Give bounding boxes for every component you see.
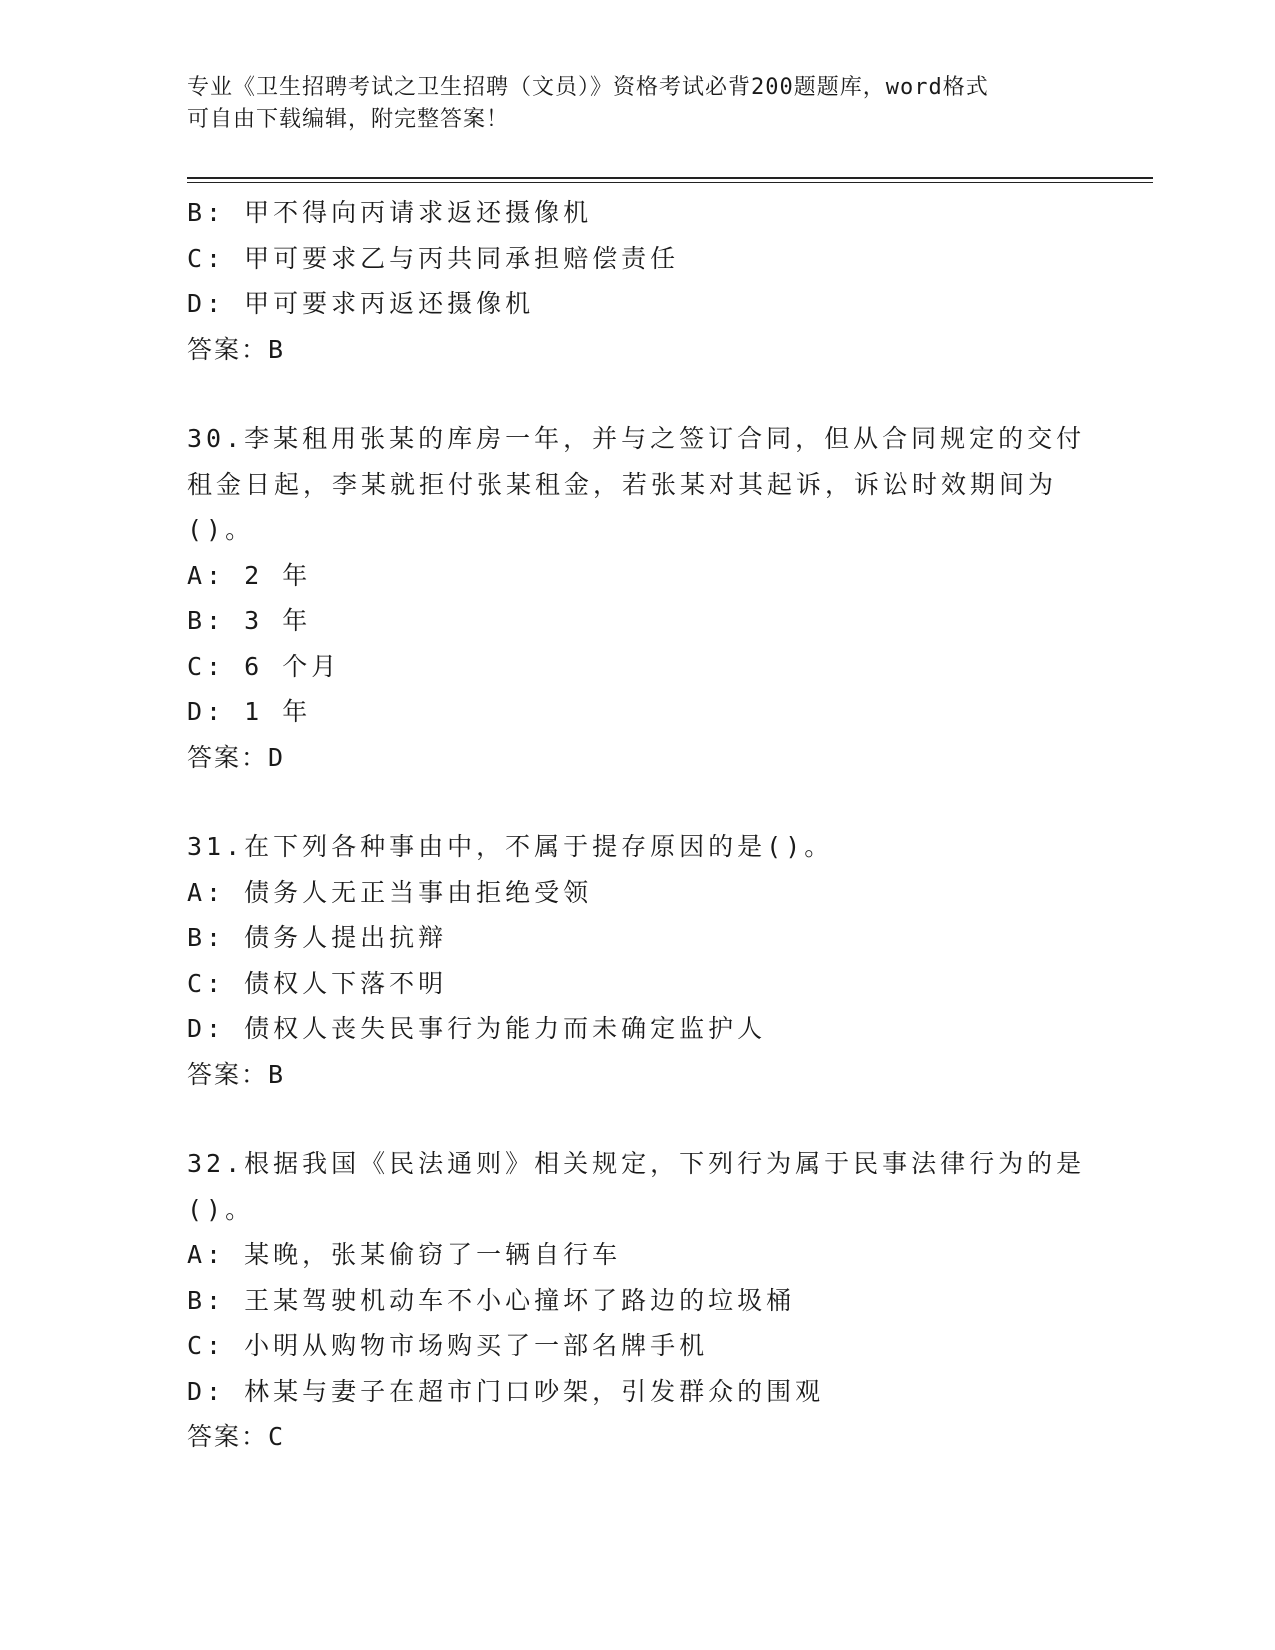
option-b: B: 王某驾驶机动车不小心撞坏了路边的垃圾桶 (187, 1285, 796, 1315)
question-stem-line: ()。 (187, 1194, 255, 1224)
option-c: C: 6 个月 (187, 651, 341, 681)
question-30 (187, 416, 1087, 780)
answer-line: 答案：C (187, 1422, 286, 1451)
option-c: C: 小明从购物市场购买了一部名牌手机 (187, 1331, 709, 1360)
question-stem-line: 31.在下列各种事由中，不属于提存原因的是()。 (187, 832, 834, 861)
answer-line: 答案：B (187, 1059, 286, 1089)
option-c: C: 甲可要求乙与丙共同承担赔偿责任 (187, 243, 680, 273)
question-29 (187, 190, 1087, 372)
option-c: C: 债权人下落不明 (187, 968, 448, 998)
question-32 (187, 1141, 1087, 1460)
option-b: B: 债务人提出抗辩 (187, 923, 448, 952)
question-content (187, 190, 1087, 1460)
answer-line: 答案：D (187, 742, 286, 772)
question-31 (187, 824, 1087, 1097)
header-line-1: 专业《卫生招聘考试之卫生招聘（文员）》资格考试必背200题题库，word格式 (187, 75, 989, 100)
option-d: D: 债权人丧失民事行为能力而未确定监护人 (187, 1014, 767, 1043)
header-divider-thick (187, 177, 1153, 179)
question-stem-line: 30.李某租用张某的库房一年，并与之签订合同，但从合同规定的交付 (187, 424, 1086, 453)
option-a: A: 2 年 (187, 560, 312, 590)
option-d: D: 林某与妻子在超市门口吵架，引发群众的围观 (187, 1376, 825, 1406)
answer-line: 答案：B (187, 334, 286, 364)
question-stem-line: 租金日起，李某就拒付张某租金，若张某对其起诉，诉讼时效期间为 (187, 469, 1058, 499)
header-line-2: 可自由下载编辑，附完整答案！ (187, 107, 510, 132)
spacer (187, 372, 1087, 416)
option-d: D: 1 年 (187, 697, 312, 726)
option-d: D: 甲可要求丙返还摄像机 (187, 289, 535, 318)
option-b: B: 甲不得向丙请求返还摄像机 (187, 198, 593, 227)
header-divider-thin (187, 182, 1153, 183)
option-a: A: 某晚，张某偷窃了一辆自行车 (187, 1240, 622, 1269)
option-b: B: 3 年 (187, 606, 312, 635)
spacer (187, 780, 1087, 824)
question-stem-line: ()。 (187, 515, 255, 544)
option-a: A: 债务人无正当事由拒绝受领 (187, 877, 593, 907)
document-header (187, 72, 1087, 136)
spacer (187, 1097, 1087, 1141)
question-stem-line: 32.根据我国《民法通则》相关规定，下列行为属于民事法律行为的是 (187, 1149, 1086, 1178)
